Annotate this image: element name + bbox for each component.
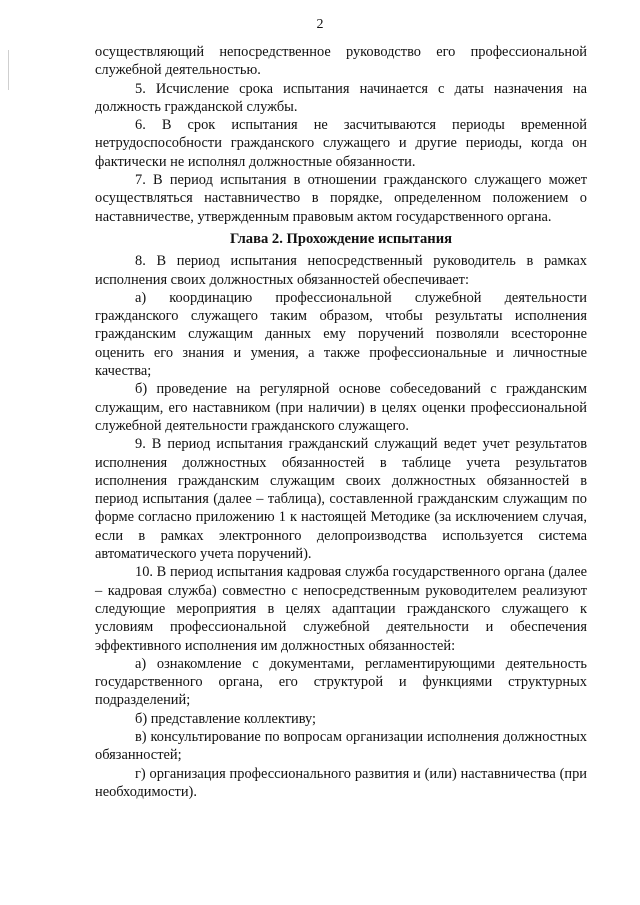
paragraph-continuation: осуществляющий непосредственное руководство его профессиональной служебной деятельностью.: [95, 44, 587, 79]
paragraph-6: 6. В срок испытания не засчитываются периоды временной нетрудоспособности гражданского служащего и другие периоды, когда он фактически не исполнял должностные обязанности.: [95, 117, 587, 170]
paragraph-8-a: а) координацию профессиональной служебной деятельности гражданского служащего таким образом, чтобы результаты исполнения гражданским служащим данных ему поручений позволяли всесторонне оценить его знания и умения, а также профессиональные и личностные качества;: [95, 289, 587, 380]
paragraph-7: 7. В период испытания в отношении гражданского служащего может осуществляться наставничество в порядке, определенном положением о наставничестве, утвержденным правовым актом государственного органа.: [95, 172, 587, 225]
paragraph-9: 9. В период испытания гражданский служащий ведет учет результатов исполнения должностных обязанностей в таблице учета результатов исполнения гражданским служащим своих должностных обязанностей в период испытания (далее – таблица), составленной гражданским служащим по форме согласно приложению 1 к настоящей Методике (за исключением случая, если в рамках электронного делопроизводства используется система автоматического учета поручений).: [95, 436, 587, 563]
document-body: [95, 43, 587, 801]
page-number: 2: [316, 17, 324, 32]
scan-margin-mark: [8, 50, 9, 90]
paragraph-10: 10. В период испытания кадровая служба государственного органа (далее – кадровая служба) совместно с непосредственным руководителем реализуют следующие мероприятия в целях адаптации гражданского служащего к условиям профессиональной служебной деятельности и обеспечения эффективного исполнения им должностных обязанностей:: [95, 564, 587, 654]
paragraph-8-b: б) проведение на регулярной основе собеседований с гражданским служащим, его наставником (при наличии) в целях оценки профессиональной служебной деятельности гражданского служащего.: [95, 381, 587, 434]
paragraph-10-g: г) организация профессионального развития и (или) наставничества (при необходимости).: [95, 765, 587, 800]
paragraph-10-v: в) консультирование по вопросам организации исполнения должностных обязанностей;: [95, 728, 587, 764]
paragraph-10-a: а) ознакомление с документами, регламентирующими деятельность государственного органа, его структурой и функциями структурных подразделений;: [95, 655, 587, 709]
paragraph-8: 8. В период испытания непосредственный руководитель в рамках исполнения своих должностных обязанностей обеспечивает:: [95, 253, 587, 288]
paragraph-10-b: б) представление коллективу;: [135, 710, 317, 727]
paragraph-5: 5. Исчисление срока испытания начинается с даты назначения на должность гражданской службы.: [95, 80, 587, 115]
chapter-heading: Глава 2. Прохождение испытания: [229, 230, 453, 247]
